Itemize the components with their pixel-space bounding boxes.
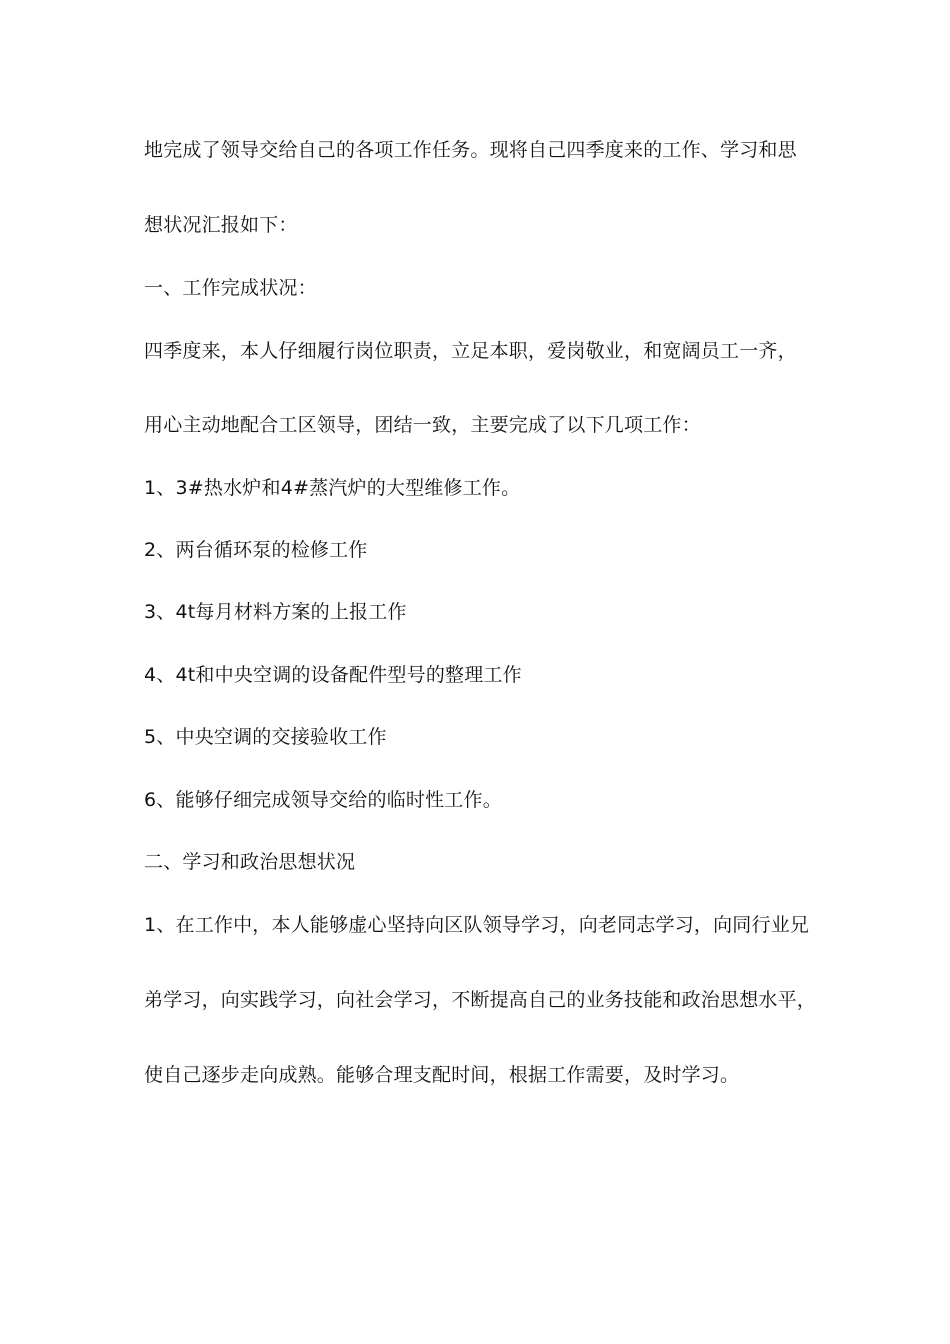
paragraph-line: 用心主动地配合工区领导，团结一致，主要完成了以下几项工作： xyxy=(144,414,701,436)
section-heading: 二、学习和政治思想状况 xyxy=(144,851,356,873)
paragraph-line: 1、在工作中，本人能够虚心坚持向区队领导学习，向老同志学习，向同行业兄 xyxy=(144,914,810,936)
list-item: 4、4t和中央空调的设备配件型号的整理工作 xyxy=(144,664,522,686)
section-heading: 一、工作完成状况： xyxy=(144,277,317,299)
paragraph-line: 地完成了领导交给自己的各项工作任务。现将自己四季度来的工作、学习和思 xyxy=(144,139,797,161)
paragraph-line: 使自己逐步走向成熟。能够合理支配时间，根据工作需要，及时学习。 xyxy=(144,1064,740,1086)
list-item: 6、能够仔细完成领导交给的临时性工作。 xyxy=(144,789,502,811)
list-item: 5、中央空调的交接验收工作 xyxy=(144,726,387,748)
paragraph-line: 四季度来，本人仔细履行岗位职责，立足本职，爱岗敬业，和宽阔员工一齐， xyxy=(144,340,797,362)
paragraph-line: 弟学习，向实践学习，向社会学习，不断提高自己的业务技能和政治思想水平， xyxy=(144,989,817,1011)
list-item: 2、两台循环泵的检修工作 xyxy=(144,539,368,561)
paragraph-line: 想状况汇报如下： xyxy=(144,214,298,236)
list-item: 3、4t每月材料方案的上报工作 xyxy=(144,601,407,623)
list-item: 1、3#热水炉和4#蒸汽炉的大型维修工作。 xyxy=(144,477,521,499)
